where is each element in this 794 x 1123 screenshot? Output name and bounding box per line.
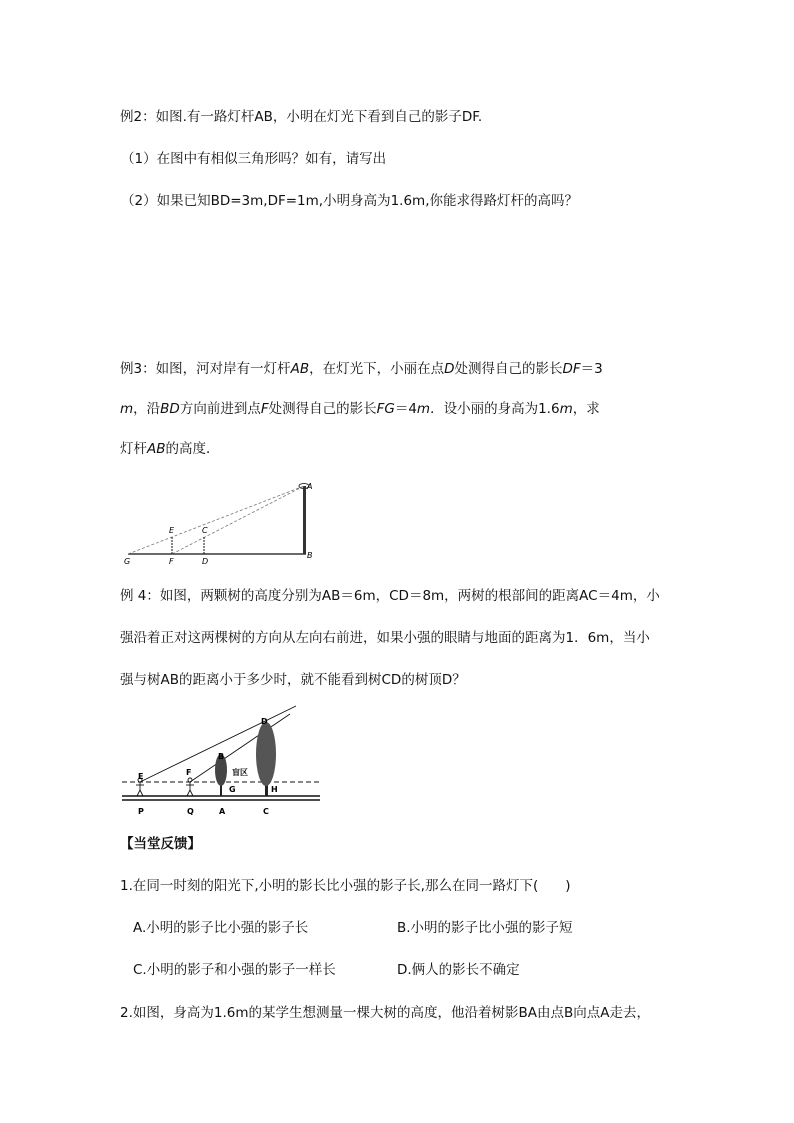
ex3-ray-g: [128, 486, 304, 554]
ex4-tree-cd: [256, 722, 276, 786]
ex3-label-d: D: [202, 557, 209, 566]
ex4-label-blind-zone: 盲区: [232, 768, 248, 777]
ex3-text: 例3：如图，河对岸有一灯杆: [120, 361, 291, 377]
ex4-label-e: E: [138, 772, 144, 781]
ex3-text: ＝4: [394, 401, 417, 417]
ex3-text: 灯杆: [120, 441, 147, 457]
ex3-var-d: D: [444, 361, 455, 377]
ex3-var-ab: AB: [290, 361, 310, 377]
ex4-line-3: 强与树AB的距离小于多少时，就不能看到树CD的树顶D？: [120, 672, 466, 688]
option-d: D.俩人的影长不确定: [397, 962, 520, 978]
ex3-label-a: A: [307, 482, 313, 491]
ex4-figure: [118, 702, 328, 818]
ex3-text: ＝3: [580, 361, 603, 377]
ex3-lamp-post: [303, 486, 306, 554]
ex4-label-q: Q: [187, 807, 194, 816]
ex2-question-2: （2）如果已知BD=3m,DF=1m,小明身高为1.6m,你能求得路灯杆的高吗？: [121, 193, 579, 209]
ex3-text: 处测得自己的影长: [268, 401, 377, 417]
ex3-var-bd: BD: [160, 401, 180, 417]
feedback-heading: 【当堂反馈】: [120, 836, 201, 852]
feedback-question-1: 1.在同一时刻的阳光下,小明的影长比小强的影子长,那么在同一路灯下( ): [120, 878, 571, 894]
ex3-label-g: G: [124, 557, 131, 566]
ex3-var-df: DF: [562, 361, 581, 377]
ex3-figure: [118, 478, 328, 570]
ex3-text: ，求: [572, 401, 600, 417]
ex3-line-3: [120, 440, 220, 458]
ex4-label-d: D: [261, 717, 268, 726]
ex3-line-1: [120, 360, 603, 378]
ex3-label-c: C: [202, 526, 208, 535]
ex4-label-p: P: [138, 807, 144, 816]
feedback-question-2: 2.如图，身高为1.6m的某学生想测量一棵大树的高度，他沿着树影BA由点B向点A走去，: [120, 1005, 650, 1021]
ex2-question-1: （1）在图中有相似三角形吗？如有，请写出: [121, 151, 387, 167]
ex4-label-h: H: [271, 785, 278, 794]
option-b: B.小明的影子比小强的影子短: [397, 920, 573, 936]
ex4-line-1: 例 4：如图，两颗树的高度分别为AB＝6m，CD＝8m，两树的根部间的距离AC＝4m，小: [120, 588, 660, 604]
ex3-text: ，沿: [133, 401, 161, 417]
ex3-label-b: B: [307, 551, 313, 560]
ex3-text: ．设小丽的身高为1.6: [430, 401, 560, 417]
ex3-text: 的高度．: [165, 441, 220, 457]
ex3-text: 方向前进到点: [179, 401, 261, 417]
ex2-title: 例2：如图.有一路灯杆AB，小明在灯光下看到自己的影子DF.: [120, 109, 483, 125]
ex4-line-2: 强沿着正对这两棵树的方向从左向右前进，如果小强的眼睛与地面的距离为1．6m，当小: [120, 630, 650, 646]
ex3-line-2: [120, 400, 600, 418]
ex4-label-g: G: [229, 785, 236, 794]
ex3-var-f: F: [260, 401, 269, 417]
option-a: A.小明的影子比小强的影子长: [133, 920, 309, 936]
ex3-label-e: E: [169, 526, 175, 535]
ex4-label-b: B: [218, 752, 225, 761]
ex3-label-f: F: [169, 557, 174, 566]
ex3-var-ab: AB: [147, 441, 166, 457]
ex3-unit-m: m: [416, 401, 431, 417]
ex4-label-f: F: [186, 768, 192, 777]
option-c: C.小明的影子和小强的影子一样长: [133, 962, 336, 978]
ex4-person-f: [186, 778, 194, 796]
ex3-ray-f: [172, 486, 304, 554]
ex4-label-c: C: [263, 807, 269, 816]
ex4-label-a: A: [219, 807, 226, 816]
ex3-text: 处测得自己的影长: [454, 361, 563, 377]
ex3-unit-m: m: [559, 401, 573, 417]
ex3-text: ，在灯光下，小丽在点: [309, 361, 445, 377]
ex3-unit-m: m: [120, 401, 134, 417]
ex3-var-fg: FG: [376, 401, 395, 417]
